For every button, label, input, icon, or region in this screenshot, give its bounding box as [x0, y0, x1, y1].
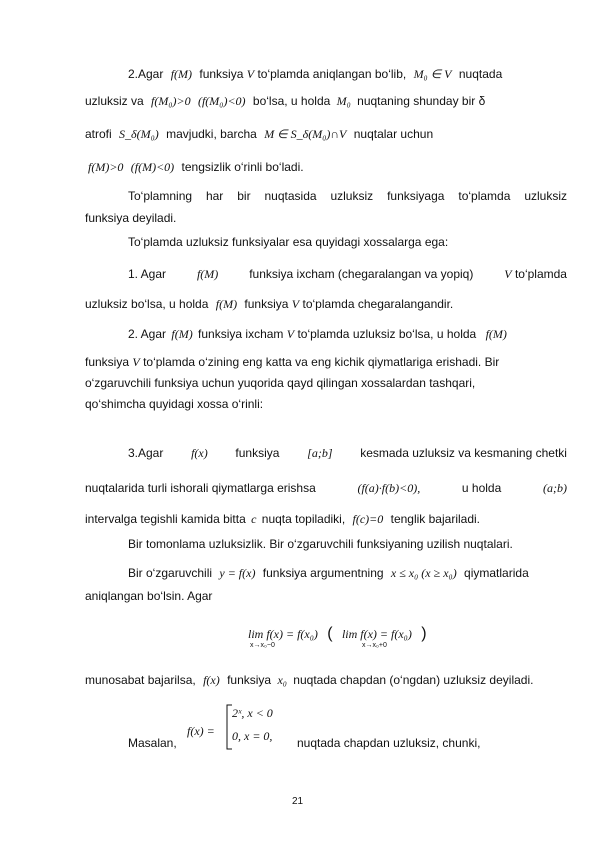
text: Bir o‘zgaruvchili — [128, 566, 213, 580]
para-1-line-1 — [128, 67, 502, 82]
text: funksiya — [85, 355, 130, 369]
text: atrofi — [85, 127, 112, 141]
text: munosabat bajarilsa, — [85, 673, 196, 687]
text: funksiya ixcham (chegaralangan va yopiq) — [249, 267, 474, 281]
text: qiymatlarida — [464, 566, 529, 580]
para-10-masalan: Masalan, — [128, 736, 177, 750]
formula-V: V — [132, 355, 140, 369]
text: nuqtada chapdan (o‘ngdan) uzluksiz deyiladi. — [293, 673, 534, 687]
limit-sub-left: x→x₀−0 — [250, 642, 275, 649]
formula-x-range: x ≤ x₀ (x ≥ x₀) — [390, 566, 457, 580]
text: to‘plamda — [514, 267, 567, 281]
text: 2. Agar — [128, 327, 167, 341]
piecewise-lhs: f(x) = — [187, 724, 215, 738]
para-8-line-2: aniqlangan bo‘lsin. Agar — [85, 589, 213, 603]
piecewise-case-1: 2ˣ, x < 0 — [232, 706, 273, 720]
formula-V: V — [286, 327, 295, 341]
text: to‘plamda aniqlangan bo‘lib, — [257, 67, 407, 81]
formula-M-in-S: M ∈ S_δ(M₀)∩V — [264, 127, 347, 141]
text: bo‘lsa, u holda — [252, 94, 331, 108]
text: nuqta topiladiki, — [261, 512, 346, 526]
text: to‘plamda chegaralangandir. — [302, 297, 454, 311]
limit-sub-right: x→x₀+0 — [362, 642, 387, 649]
para-2-line-2: funksiya deyiladi. — [85, 211, 177, 225]
text: kesmada uzluksiz va kesmaning chetki — [360, 446, 567, 460]
formula-fM0-positive: f(M₀)>0 — [151, 94, 191, 108]
text: uzluksiz bo‘lsa, u holda — [85, 297, 209, 311]
formula-fx: f(x) — [203, 673, 220, 687]
formula-x0: x₀ — [277, 673, 287, 687]
text: funksiya — [244, 297, 289, 311]
para-10-rest: nuqtada chapdan uzluksiz, chunki, — [297, 736, 481, 750]
para-5-line-2 — [85, 355, 499, 370]
formula-fM-negative: (f(M)<0) — [130, 160, 175, 174]
text: 1. Agar — [128, 267, 167, 281]
para-7: Bir tomonlama uzluksizlik. Bir o‘zgaruvchili funksiyaning uzilish nuqtalari. — [128, 537, 513, 551]
text: uzluksiz va — [85, 94, 144, 108]
formula-c: c — [251, 512, 257, 526]
para-6-line-1 — [128, 446, 567, 461]
text: to‘plamda o‘zining eng katta va eng kichik qiymatlariga erishadi. Bir — [143, 355, 500, 369]
text: tenglik bajariladi. — [390, 512, 480, 526]
text: tengsizlik o‘rinli bo‘ladi. — [181, 160, 304, 174]
formula-limit-left: lim f(x) = f(x₀) — [248, 627, 318, 641]
formula-M0: M₀ — [336, 94, 351, 108]
formula-M0-in-V: M₀ ∈ V — [413, 67, 452, 81]
piecewise-case-2: 0, x = 0, — [232, 729, 273, 743]
para-5-line-3: o‘zgaruvchili funksiya uchun yuqorida qayd qilingan xossalardan tashqari, — [85, 376, 476, 390]
formula-sign-condition: (f(a)·f(b)<0), — [357, 481, 421, 495]
formula-fM: f(M) — [171, 327, 193, 341]
para-8-line-1 — [128, 566, 529, 581]
para-1-line-4 — [88, 160, 304, 175]
formula-S-delta: S_δ(M₀) — [119, 127, 159, 141]
text: 3.Agar — [128, 446, 164, 460]
formula-fx: f(x) — [191, 446, 208, 460]
para-5-line-4: qo‘shimcha quyidagi xossa o‘rinli: — [85, 397, 264, 411]
limit-formula: lim f(x) = f(x₀) ( lim f(x) = f(x₀) ) — [248, 625, 427, 642]
text: funksiya — [227, 673, 272, 687]
page-number: 21 — [291, 796, 304, 807]
para-2-line-1: To‘plamning har bir nuqtasida uzluksiz funksiyaga to‘plamda uzluksiz — [128, 189, 567, 203]
formula-fM-positive: f(M)>0 — [88, 160, 124, 174]
text: funksiya argumentning — [262, 566, 384, 580]
formula-V: V — [291, 297, 300, 311]
para-1-line-3 — [85, 127, 433, 142]
formula-limit-right: lim f(x) = f(x₀) — [341, 627, 412, 641]
text: nuqtaning shunday bir δ — [357, 94, 486, 108]
text: funksiya ixcham — [198, 327, 284, 341]
formula-V: V — [246, 67, 255, 81]
text: nuqtada — [458, 67, 503, 81]
para-4-line-2 — [85, 297, 453, 312]
text: 2.Agar — [128, 67, 164, 81]
formula-fM0-negative: (f(M₀)<0) — [197, 94, 246, 108]
text: to‘plamda uzluksiz bo‘lsa, u holda — [297, 327, 477, 341]
para-4-line-1 — [128, 267, 567, 282]
formula-fM: f(M) — [170, 67, 193, 81]
text: funksiya — [199, 67, 244, 81]
para-1-line-2 — [85, 94, 485, 109]
formula-V: V — [504, 267, 512, 281]
formula-closed-interval: [a;b] — [307, 446, 333, 460]
text: u holda — [461, 481, 502, 495]
para-5-line-1 — [128, 327, 507, 342]
text: nuqtalarida turli ishorali qiymatlarga erishsa — [85, 481, 316, 495]
formula-fc-zero: f(c)=0 — [352, 512, 384, 526]
formula-y-eq-fx: y = f(x) — [219, 566, 256, 580]
text: funksiya — [235, 446, 280, 460]
text: mavjudki, barcha — [166, 127, 257, 141]
text: nuqtalar uchun — [353, 127, 434, 141]
formula-fM: f(M) — [196, 267, 219, 281]
para-6-line-3 — [85, 512, 480, 527]
para-3: To‘plamda uzluksiz funksiyalar esa quyidagi xossalarga ega: — [128, 235, 449, 249]
para-9 — [85, 673, 533, 688]
formula-fM: f(M) — [215, 297, 238, 311]
text: intervalga tegishli kamida bitta — [85, 512, 246, 526]
formula-open-interval: (a;b) — [542, 481, 567, 495]
formula-fM: f(M) — [485, 327, 507, 341]
para-6-line-2 — [85, 481, 567, 496]
